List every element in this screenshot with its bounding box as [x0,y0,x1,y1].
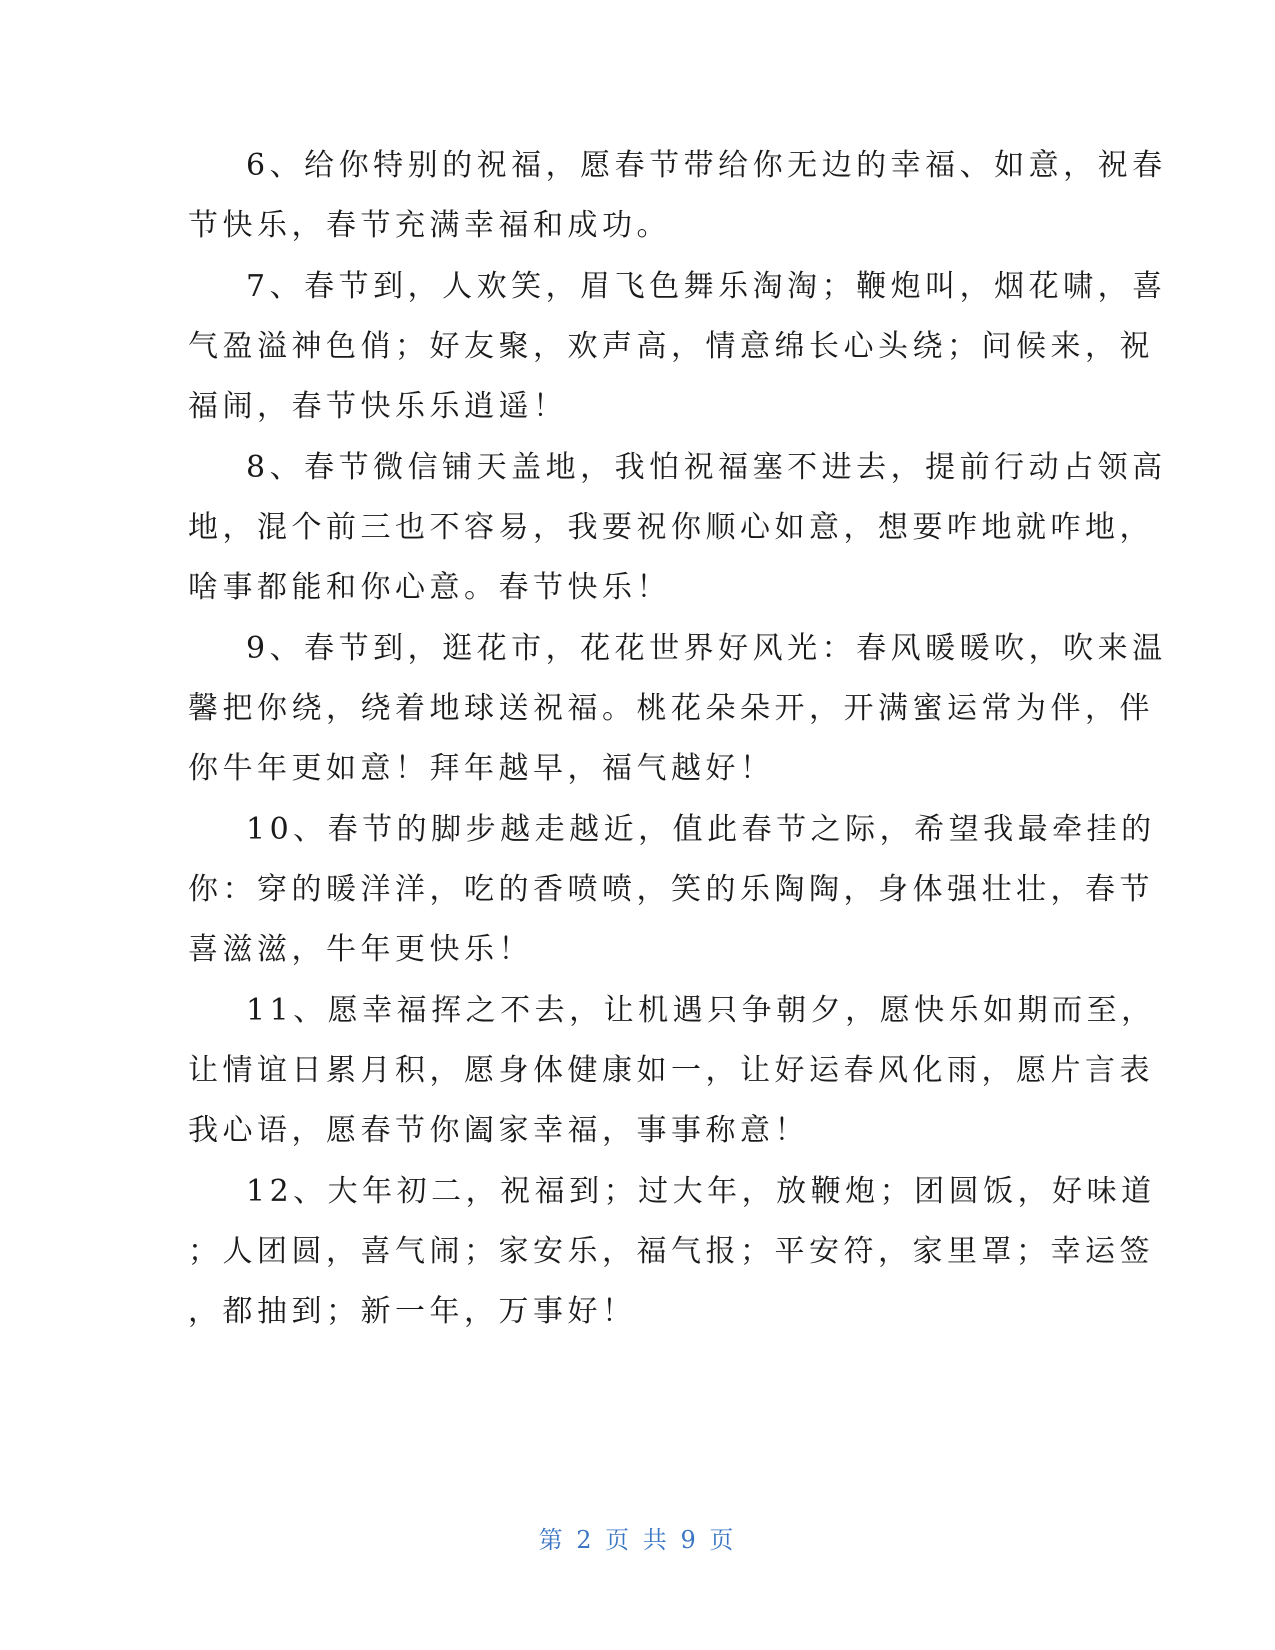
document-body [188,136,1167,1343]
paragraph-line: 福闹，春节快乐乐逍遥！ [188,389,568,424]
paragraph-line: 12、大年初二，祝福到；过大年，放鞭炮；团圆饭，好味道 [246,1174,1156,1209]
paragraph-line: ，都抽到；新一年，万事好！ [188,1294,637,1329]
paragraph-line: 地，混个前三也不容易，我要祝你顺心如意，想要咋地就咋地， [188,510,1154,545]
paragraph-10 [188,800,1156,980]
paragraph-line: 让情谊日累月积，愿身体健康如一，让好运春风化雨，愿片言表 [188,1053,1154,1088]
paragraph-6 [188,136,1167,256]
paragraph-7 [188,257,1167,437]
paragraph-line: 啥事都能和你心意。春节快乐！ [188,570,671,605]
paragraph-line: 馨把你绕，绕着地球送祝福。桃花朵朵开，开满蜜运常为伴，伴 [188,691,1154,726]
paragraph-line: 你牛年更如意！拜年越早，福气越好！ [188,751,775,786]
paragraph-line: 气盈溢神色俏；好友聚，欢声高，情意绵长心头绕；问候来，祝 [188,329,1154,364]
paragraph-8 [188,438,1167,618]
paragraph-11 [188,981,1156,1161]
paragraph-line: 11、愿幸福挥之不去，让机遇只争朝夕，愿快乐如期而至， [246,993,1156,1028]
paragraph-12 [188,1162,1156,1342]
paragraph-line: 9、春节到，逛花市，花花世界好风光：春风暖暖吹，吹来温 [246,631,1167,666]
paragraph-line: 我心语，愿春节你阖家幸福，事事称意！ [188,1113,809,1148]
paragraph-line: 节快乐，春节充满幸福和成功。 [188,208,671,243]
paragraph-line: ；人团圆，喜气闹；家安乐，福气报；平安符，家里罩；幸运签 [188,1234,1154,1269]
paragraph-line: 6、给你特别的祝福，愿春节带给你无边的幸福、如意，祝春 [246,148,1167,183]
paragraph-line: 你：穿的暖洋洋，吃的香喷喷，笑的乐陶陶，身体强壮壮，春节 [188,872,1154,907]
paragraph-line: 喜滋滋，牛年更快乐！ [188,932,533,967]
paragraph-line: 8、春节微信铺天盖地，我怕祝福塞不进去，提前行动占领高 [246,450,1167,485]
page-number-footer: 第 2 页 共 9 页 [538,1526,737,1554]
paragraph-line: 7、春节到，人欢笑，眉飞色舞乐淘淘；鞭炮叫，烟花啸，喜 [246,269,1167,304]
paragraph-line: 10、春节的脚步越走越近，值此春节之际，希望我最牵挂的 [246,812,1156,847]
paragraph-9 [188,619,1167,799]
